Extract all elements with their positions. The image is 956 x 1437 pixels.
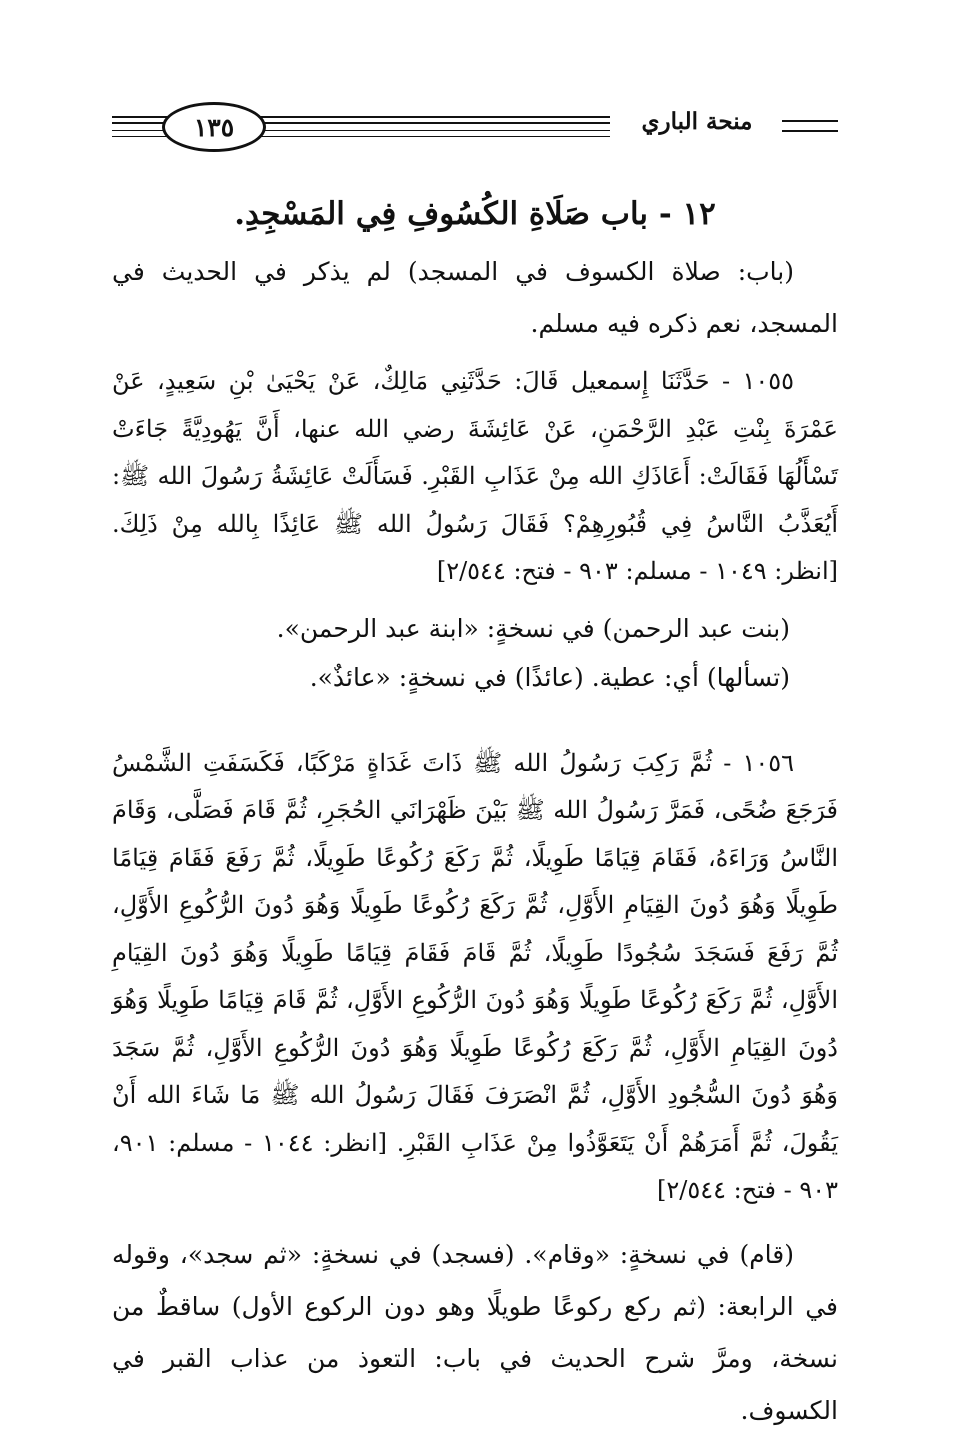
- chapter-intro: (باب: صلاة الكسوف في المسجد) لم يذكر في الحديث في المسجد، نعم ذكره فيه مسلم.: [112, 257, 838, 338]
- variant-note: (بنت عبد الرحمن) في نسخةٍ: «ابنة عبد الرحمن».: [276, 613, 790, 643]
- chapter-heading: ١٢ - باب صَلَاةِ الكُسُوفِ فِي المَسْجِدِ.: [234, 196, 716, 232]
- page-body: [112, 186, 838, 1437]
- page-number: ١٣٥: [162, 102, 266, 152]
- hadith-1055: ١٠٥٥ - حَدَّثَنَا إِسمعيل قَالَ: حَدَّثَنِي مَالِكٌ، عَنْ يَحْيَىٰ بْنِ سَعِيدٍ، عَنْ عَمْرَةَ بِنْتِ عَبْدِ الرَّحْمَنِ، عَنْ عَائِشَةَ رضي الله عنها، أَنَّ يَهُودِيَّةً جَاءَتْ تَسْأَلُهَا فَقَالَتْ: أَعَاذَكِ الله مِنْ عَذَابِ القَبْرِ. فَسَأَلَتْ عَائِشَةُ رَسُولَ الله ﷺ: أَيُعَذَّبُ النَّاسُ فِي قُبُورِهِمْ؟ فَقَالَ رَسُولُ الله ﷺ عَائِذًا بِالله مِنْ ذَلِكَ. [انظر: ١٠٤٩ - مسلم: ٩٠٣ - فتح: ٢/٥٤٤]: [112, 367, 838, 585]
- running-title: منحة الباري: [641, 108, 753, 135]
- running-header: [112, 100, 838, 154]
- hadith-1056: ١٠٥٦ - ثُمَّ رَكِبَ رَسُولُ الله ﷺ ذَاتَ غَدَاةٍ مَرْكَبًا، فَكَسَفَتِ الشَّمْسُ فَرَجَعَ ضُحًى، فَمَرَّ رَسُولُ الله ﷺ بَيْنَ ظَهْرَانَي الحُجَرِ، ثُمَّ قَامَ فَصَلَّى، وَقَامَ النَّاسُ وَرَاءَهُ، فَقَامَ قِيَامًا طَوِيلًا، ثُمَّ رَكَعَ رُكُوعًا طَوِيلًا، ثُمَّ رَفَعَ فَقَامَ قِيَامًا طَوِيلًا وَهُوَ دُونَ القِيَامِ الأَوَّلِ، ثُمَّ رَكَعَ رُكُوعًا طَوِيلًا وَهُوَ دُونَ الرُّكُوعِ الأَوَّلِ، ثُمَّ رَفَعَ فَسَجَدَ سُجُودًا طَوِيلًا، ثُمَّ قَامَ فَقَامَ قِيَامًا طَوِيلًا وَهُوَ دُونَ القِيَامِ الأَوَّلِ، ثُمَّ رَكَعَ رُكُوعًا طَوِيلًا وَهُوَ دُونَ الرُّكُوعِ الأَوَّلِ، ثُمَّ قَامَ قِيَامًا طَوِيلًا وَهُوَ دُونَ القِيَامِ الأَوَّلِ، ثُمَّ رَكَعَ رُكُوعًا طَوِيلًا وَهُوَ دُونَ الرُّكُوعِ الأَوَّلِ، ثُمَّ سَجَدَ وَهُوَ دُونَ السُّجُودِ الأَوَّلِ، ثُمَّ انْصَرَفَ فَقَالَ رَسُولُ الله ﷺ مَا شَاءَ الله أَنْ يَقُولَ، ثُمَّ أَمَرَهُمْ أَنْ يَتَعَوَّذُوا مِنْ عَذَابِ القَبْرِ. [انظر: ١٠٤٤ - مسلم: ٩٠١، ٩٠٣ - فتح: ٢/٥٤٤]: [112, 748, 838, 1204]
- header-rule: [782, 130, 838, 132]
- header-rule: [782, 120, 838, 122]
- variant-note: (تسألها) أي: عطية. (عائذًا) في نسخةٍ: «عائذٌ».: [309, 662, 790, 692]
- commentary-1056: (قام) في نسخةٍ: «وقام». (فسجد) في نسخةٍ: «ثم سجد»، وقوله في الرابعة: (ثم ركع ركوعًا طويلًا وهو دون الركوع الأول) ساقطٌ من نسخة، ومرَّ شرح الحديث في باب: التعوذ من عذاب القبر في الكسوف.: [112, 1239, 838, 1425]
